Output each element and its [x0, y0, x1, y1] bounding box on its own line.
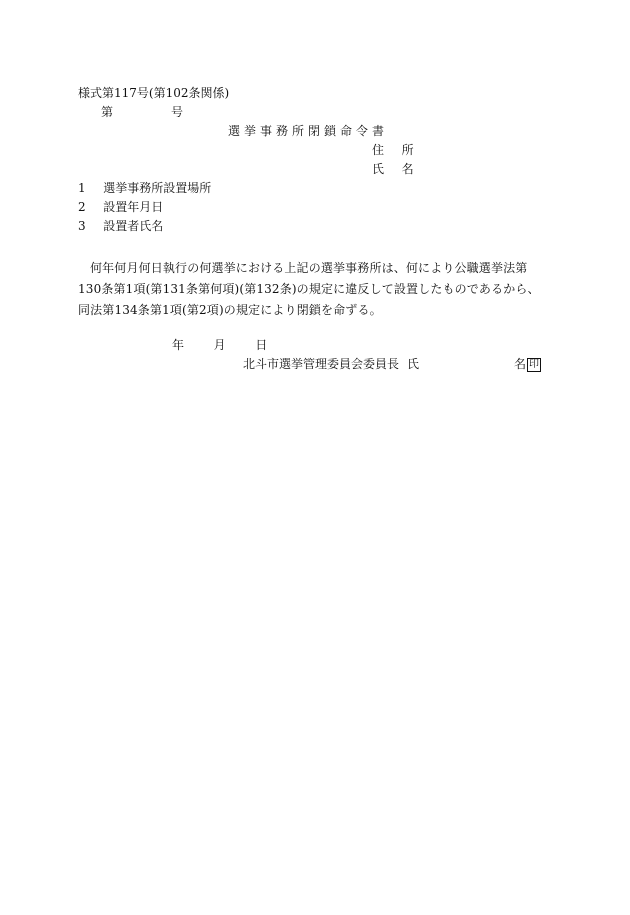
name-label-1: 氏 — [372, 162, 385, 176]
list-item-label: 設置者氏名 — [103, 219, 164, 233]
list-item-number: 2 — [78, 200, 86, 214]
list-item-number: 1 — [78, 181, 86, 195]
number-prefix: 第 — [101, 105, 114, 119]
list-item — [78, 180, 211, 196]
list-item — [78, 199, 163, 215]
issuer-name-suffix — [514, 356, 541, 372]
body-paragraph: 何年何月何日執行の何選挙における上記の選挙事務所は、何により公職選挙法第130条第1項(第131条第何項)(第132条)の規定に違反して設置したものであるから、同法第134条第1項(第2項)の規定により閉鎖を命ずる。 — [78, 261, 540, 317]
list-item-label: 選挙事務所設置場所 — [103, 181, 212, 195]
seal-mark: 印 — [529, 358, 540, 370]
address-label — [372, 142, 414, 158]
number-suffix: 号 — [171, 105, 184, 119]
issuer-title: 北斗市選挙管理委員会委員長 — [243, 357, 400, 371]
list-item-number: 3 — [78, 219, 86, 233]
list-item-label: 設置年月日 — [103, 200, 164, 214]
name-label — [372, 161, 414, 177]
address-label-2: 所 — [401, 143, 414, 157]
date-month: 月 — [213, 338, 226, 352]
date-day: 日 — [255, 338, 268, 352]
document-title: 選挙事務所閉鎖命令書 — [228, 124, 389, 138]
date-year: 年 — [172, 338, 185, 352]
issuer-name-prefix: 氏 — [407, 357, 420, 371]
issuer-name-suffix-text: 名 — [514, 357, 527, 371]
date-line — [172, 337, 267, 353]
list-item — [78, 218, 163, 234]
address-label-1: 住 — [372, 143, 385, 157]
name-label-2: 名 — [401, 162, 414, 176]
form-number: 様式第117号(第102条関係) — [78, 86, 230, 100]
